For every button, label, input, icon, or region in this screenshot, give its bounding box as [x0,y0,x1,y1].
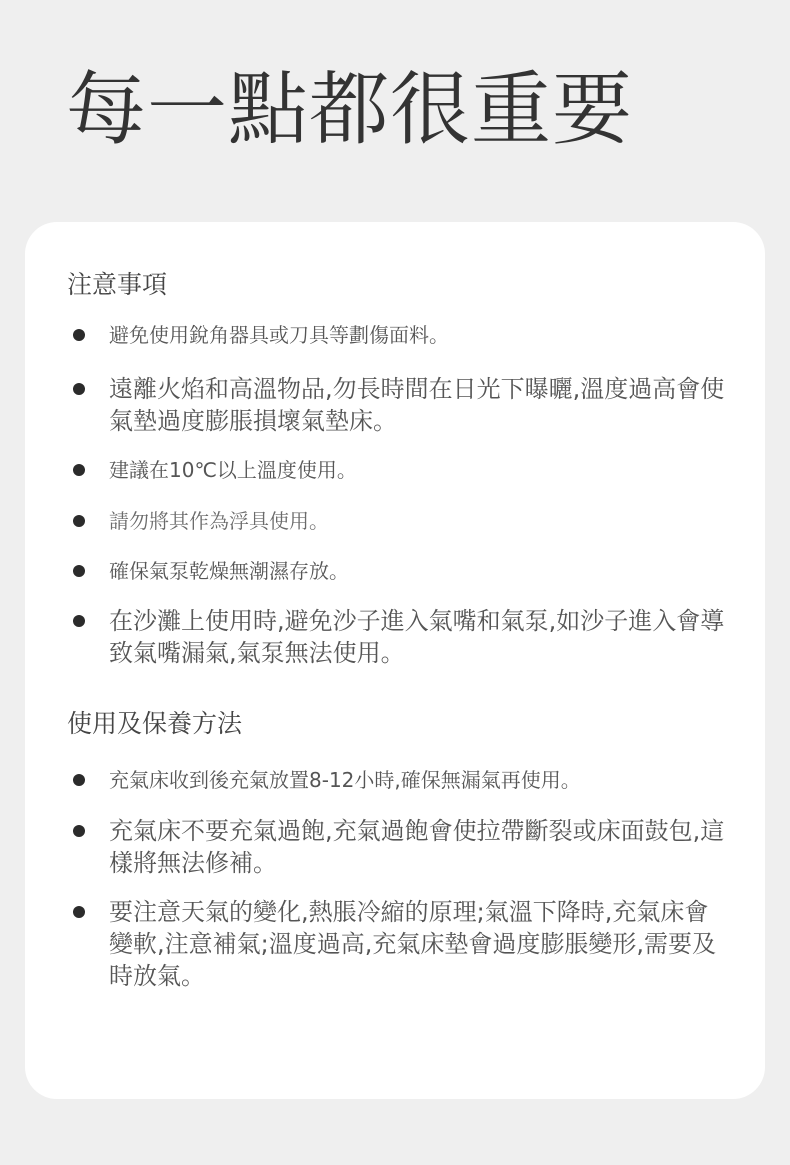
bullet-dot-icon [73,329,85,341]
bullet-dot-icon [73,383,85,395]
section-heading-usage-care: 使用及保養方法 [67,709,243,738]
list-item-text: 請勿將其作為浮具使用。 [109,509,329,533]
bullet-dot-icon [73,615,85,627]
bullet-dot-icon [73,565,85,577]
list-item-text: 充氣床不要充氣過飽,充氣過飽會使拉帶斷裂或床面鼓包,這樣將無法修補。 [109,817,725,877]
bullet-dot-icon [73,515,85,527]
list-item-text: 要注意天氣的變化,熱脹冷縮的原理;氣溫下降時,充氣床會變軟,注意補氣;溫度過高,充氣床墊會過度膨脹變形,需要及時放氣。 [109,898,716,990]
bullet-dot-icon [73,825,85,837]
list-item-text: 確保氣泵乾燥無潮濕存放。 [109,559,349,583]
list-item-text: 建議在10℃以上溫度使用。 [109,458,357,482]
page-title: 每一點都很重要 [66,63,633,156]
list-item-text: 避免使用銳角器具或刀具等劃傷面料。 [109,323,449,347]
bullet-dot-icon [73,774,85,786]
section-heading-precautions: 注意事項 [67,270,168,299]
bullet-dot-icon [73,464,85,476]
bullet-dot-icon [73,906,85,918]
list-item-text: 在沙灘上使用時,避免沙子進入氣嘴和氣泵,如沙子進入會導致氣嘴漏氣,氣泵無法使用。 [109,607,725,667]
content-card [25,222,765,1099]
list-item-text: 遠離火焰和高溫物品,勿長時間在日光下曝曬,溫度過高會使氣墊過度膨脹損壞氣墊床。 [109,375,725,435]
list-item-text: 充氣床收到後充氣放置8-12小時,確保無漏氣再使用。 [109,768,581,792]
